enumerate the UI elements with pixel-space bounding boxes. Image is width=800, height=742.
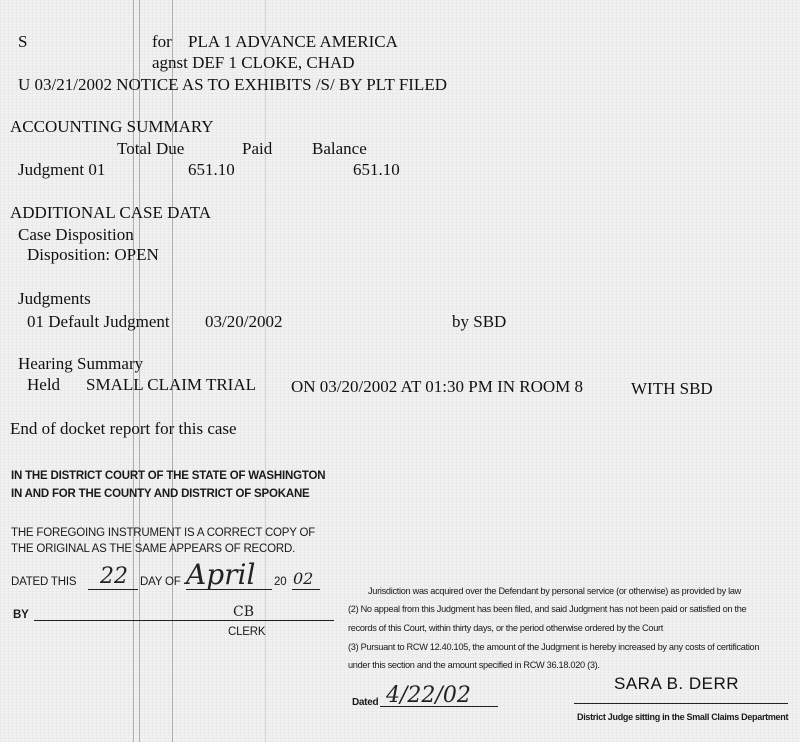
judge-text-line: (2) No appeal from this Judgment has been filed, and said Judgment has not been paid or satisfied on the xyxy=(348,604,747,614)
column-balance: Balance xyxy=(312,139,367,158)
hearing-heading: Hearing Summary xyxy=(18,354,144,373)
scan-streak xyxy=(172,0,173,742)
clerk-label: CLERK xyxy=(228,626,266,638)
judgment-entry: 01 Default Judgment xyxy=(27,312,170,331)
defendant: agnst DEF 1 CLOKE, CHAD xyxy=(152,53,355,72)
judge-signature-line xyxy=(574,703,788,704)
by-label: BY xyxy=(13,609,29,621)
case-prefix: S xyxy=(18,32,28,51)
column-paid: Paid xyxy=(242,139,273,158)
month-handwritten: April xyxy=(186,558,256,591)
day-underline xyxy=(88,589,138,590)
accounting-heading: ACCOUNTING SUMMARY xyxy=(10,117,214,136)
end-note: End of docket report for this case xyxy=(10,419,237,438)
judgment-row-label: Judgment 01 xyxy=(18,160,106,179)
copy-line-2: THE ORIGINAL AS THE SAME APPEARS OF RECORD. xyxy=(11,543,296,555)
hearing-type: SMALL CLAIM TRIAL xyxy=(86,375,256,394)
clerk-initials: CB xyxy=(233,604,254,620)
judgment-date: 03/20/2002 xyxy=(205,312,283,331)
year-handwritten: 02 xyxy=(293,569,314,588)
plaintiff: PLA 1 ADVANCE AMERICA xyxy=(188,32,398,51)
by-signature-line xyxy=(34,620,334,621)
day-of-label: DAY OF xyxy=(140,576,181,588)
year-underline xyxy=(292,589,320,590)
judge-text-line: records of this Court, within thirty days, or the period otherwise ordered by the Court xyxy=(348,623,664,633)
disposition-heading: Case Disposition xyxy=(18,225,134,244)
dated-label: Dated xyxy=(352,697,379,708)
copy-line-1: THE FOREGOING INSTRUMENT IS A CORRECT COPY OF xyxy=(11,527,316,539)
docket-entry: U 03/21/2002 NOTICE AS TO EXHIBITS /S/ BY PLT FILED xyxy=(18,75,447,94)
column-total-due: Total Due xyxy=(117,139,185,158)
hearing-with: WITH SBD xyxy=(631,379,713,398)
day-handwritten: 22 xyxy=(100,564,128,589)
judge-text-line: (3) Pursuant to RCW 12.40.105, the amount of the Judgment is hereby increased by any costs of certification xyxy=(348,642,760,652)
judgment-by: by SBD xyxy=(452,312,507,331)
total-due-value: 651.10 xyxy=(188,160,235,179)
court-line-1: IN THE DISTRICT COURT OF THE STATE OF WASHINGTON xyxy=(11,470,326,482)
hearing-detail: ON 03/20/2002 AT 01:30 PM IN ROOM 8 xyxy=(291,377,584,396)
judge-text-line: Jurisdiction was acquired over the Defendant by personal service (or otherwise) as provided by law xyxy=(368,586,742,596)
dated-this-label: DATED THIS xyxy=(11,576,77,588)
judge-name: SARA B. DERR xyxy=(614,674,740,693)
judge-text-line: under this section and the amount specified in RCW 36.18.020 (3). xyxy=(348,660,600,670)
dated-handwritten: 4/22/02 xyxy=(386,683,471,708)
disposition-value: Disposition: OPEN xyxy=(27,245,159,264)
judgments-heading: Judgments xyxy=(18,289,91,308)
hearing-status: Held xyxy=(27,375,61,394)
year-prefix: 20 xyxy=(274,576,287,588)
balance-value: 651.10 xyxy=(353,160,400,179)
court-line-2: IN AND FOR THE COUNTY AND DISTRICT OF SPOKANE xyxy=(11,488,310,500)
for-label: for xyxy=(152,32,172,51)
judge-title: District Judge sitting in the Small Claims Department xyxy=(577,712,789,722)
additional-heading: ADDITIONAL CASE DATA xyxy=(10,203,212,222)
